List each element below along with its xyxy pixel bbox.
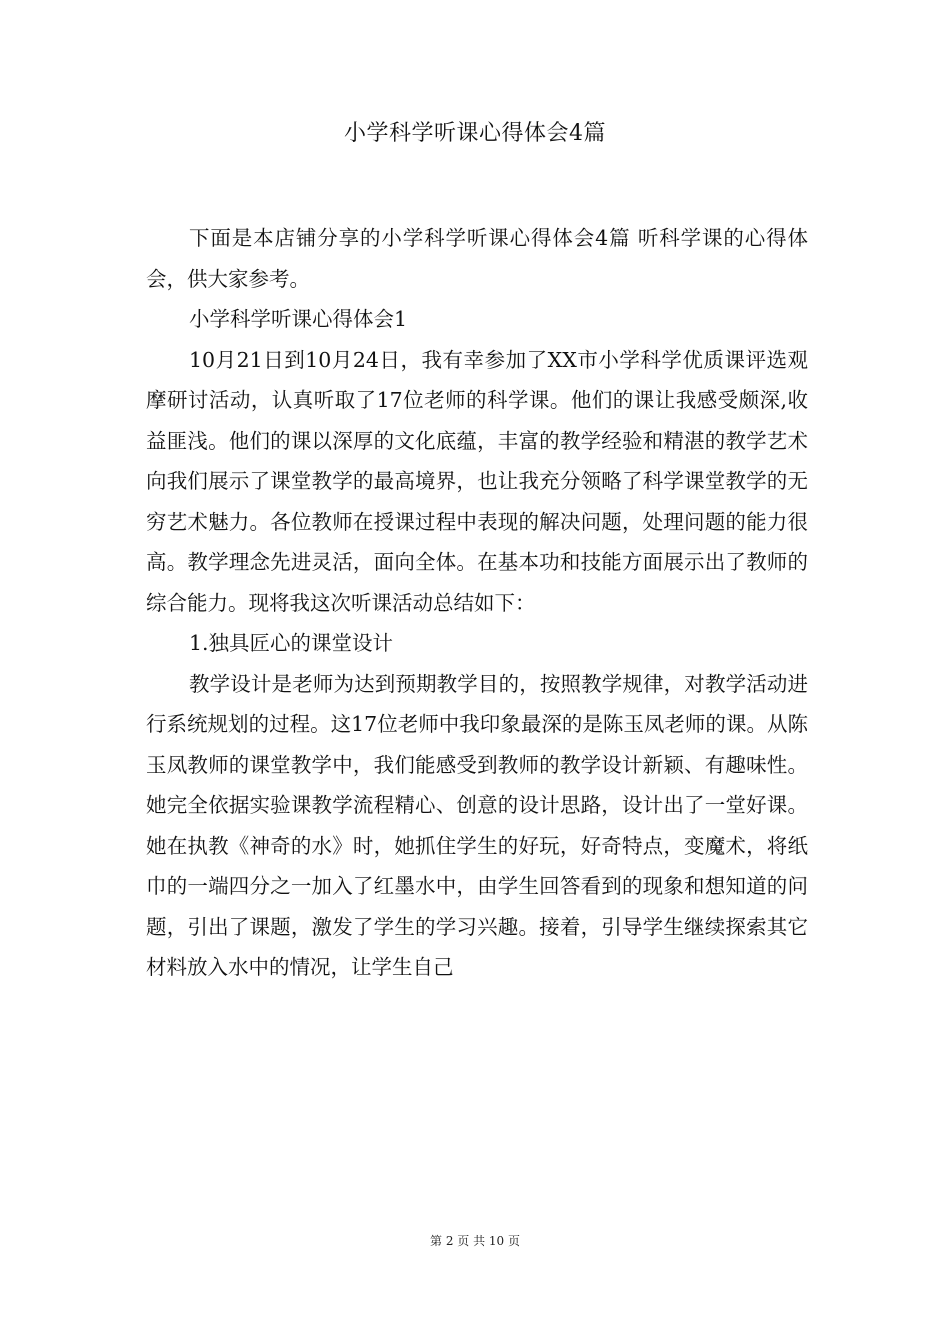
body-paragraph: 教学设计是老师为达到预期教学目的，按照教学规律，对教学活动进行系统规划的过程。这17位老师中我印象最深的是陈玉凤老师的课。从陈玉凤教师的课堂教学中，我们能感受到教师的教学设计新颖、有趣味性。她完全依据实验课教学流程精心、创意的设计思路，设计出了一堂好课。她在执教《神奇的水》时，她抓住学生的好玩，好奇特点，变魔术，将纸巾的一端四分之一加入了红墨水中，由学生回答看到的现象和想知道的问题，引出了课题，激发了学生的学习兴趣。接着，引导学生继续探索其它材料放入水中的情况，让学生自己 bbox=[146, 671, 808, 979]
subsection-heading: 1.独具匠心的课堂设计 bbox=[189, 631, 394, 655]
intro-paragraph: 下面是本店铺分享的小学科学听课心得体会4篇 听科学课的心得体会，供大家参考。 bbox=[146, 226, 808, 291]
body-paragraph: 10月21日到10月24日，我有幸参加了XX市小学科学优质课评选观摩研讨活动，认真听取了17位老师的科学课。他们的课让我感受颇深,收益匪浅。他们的课以深厚的文化底蕴，丰富的教学经验和精湛的教学艺术向我们展示了课堂教学的最高境界，也让我充分领略了科学课堂教学的无穷艺术魅力。各位教师在授课过程中表现的解决问题，处理问题的能力很高。教学理念先进灵活，面向全体。在基本功和技能方面展示出了教师的综合能力。现将我这次听课活动总结如下： bbox=[146, 347, 808, 615]
document-body bbox=[146, 218, 808, 988]
document-title: 小学科学听课心得体会4篇 bbox=[344, 121, 606, 146]
page-footer: 第 2 页 共 10 页 bbox=[430, 1234, 520, 1248]
section-heading: 小学科学听课心得体会1 bbox=[189, 307, 408, 331]
